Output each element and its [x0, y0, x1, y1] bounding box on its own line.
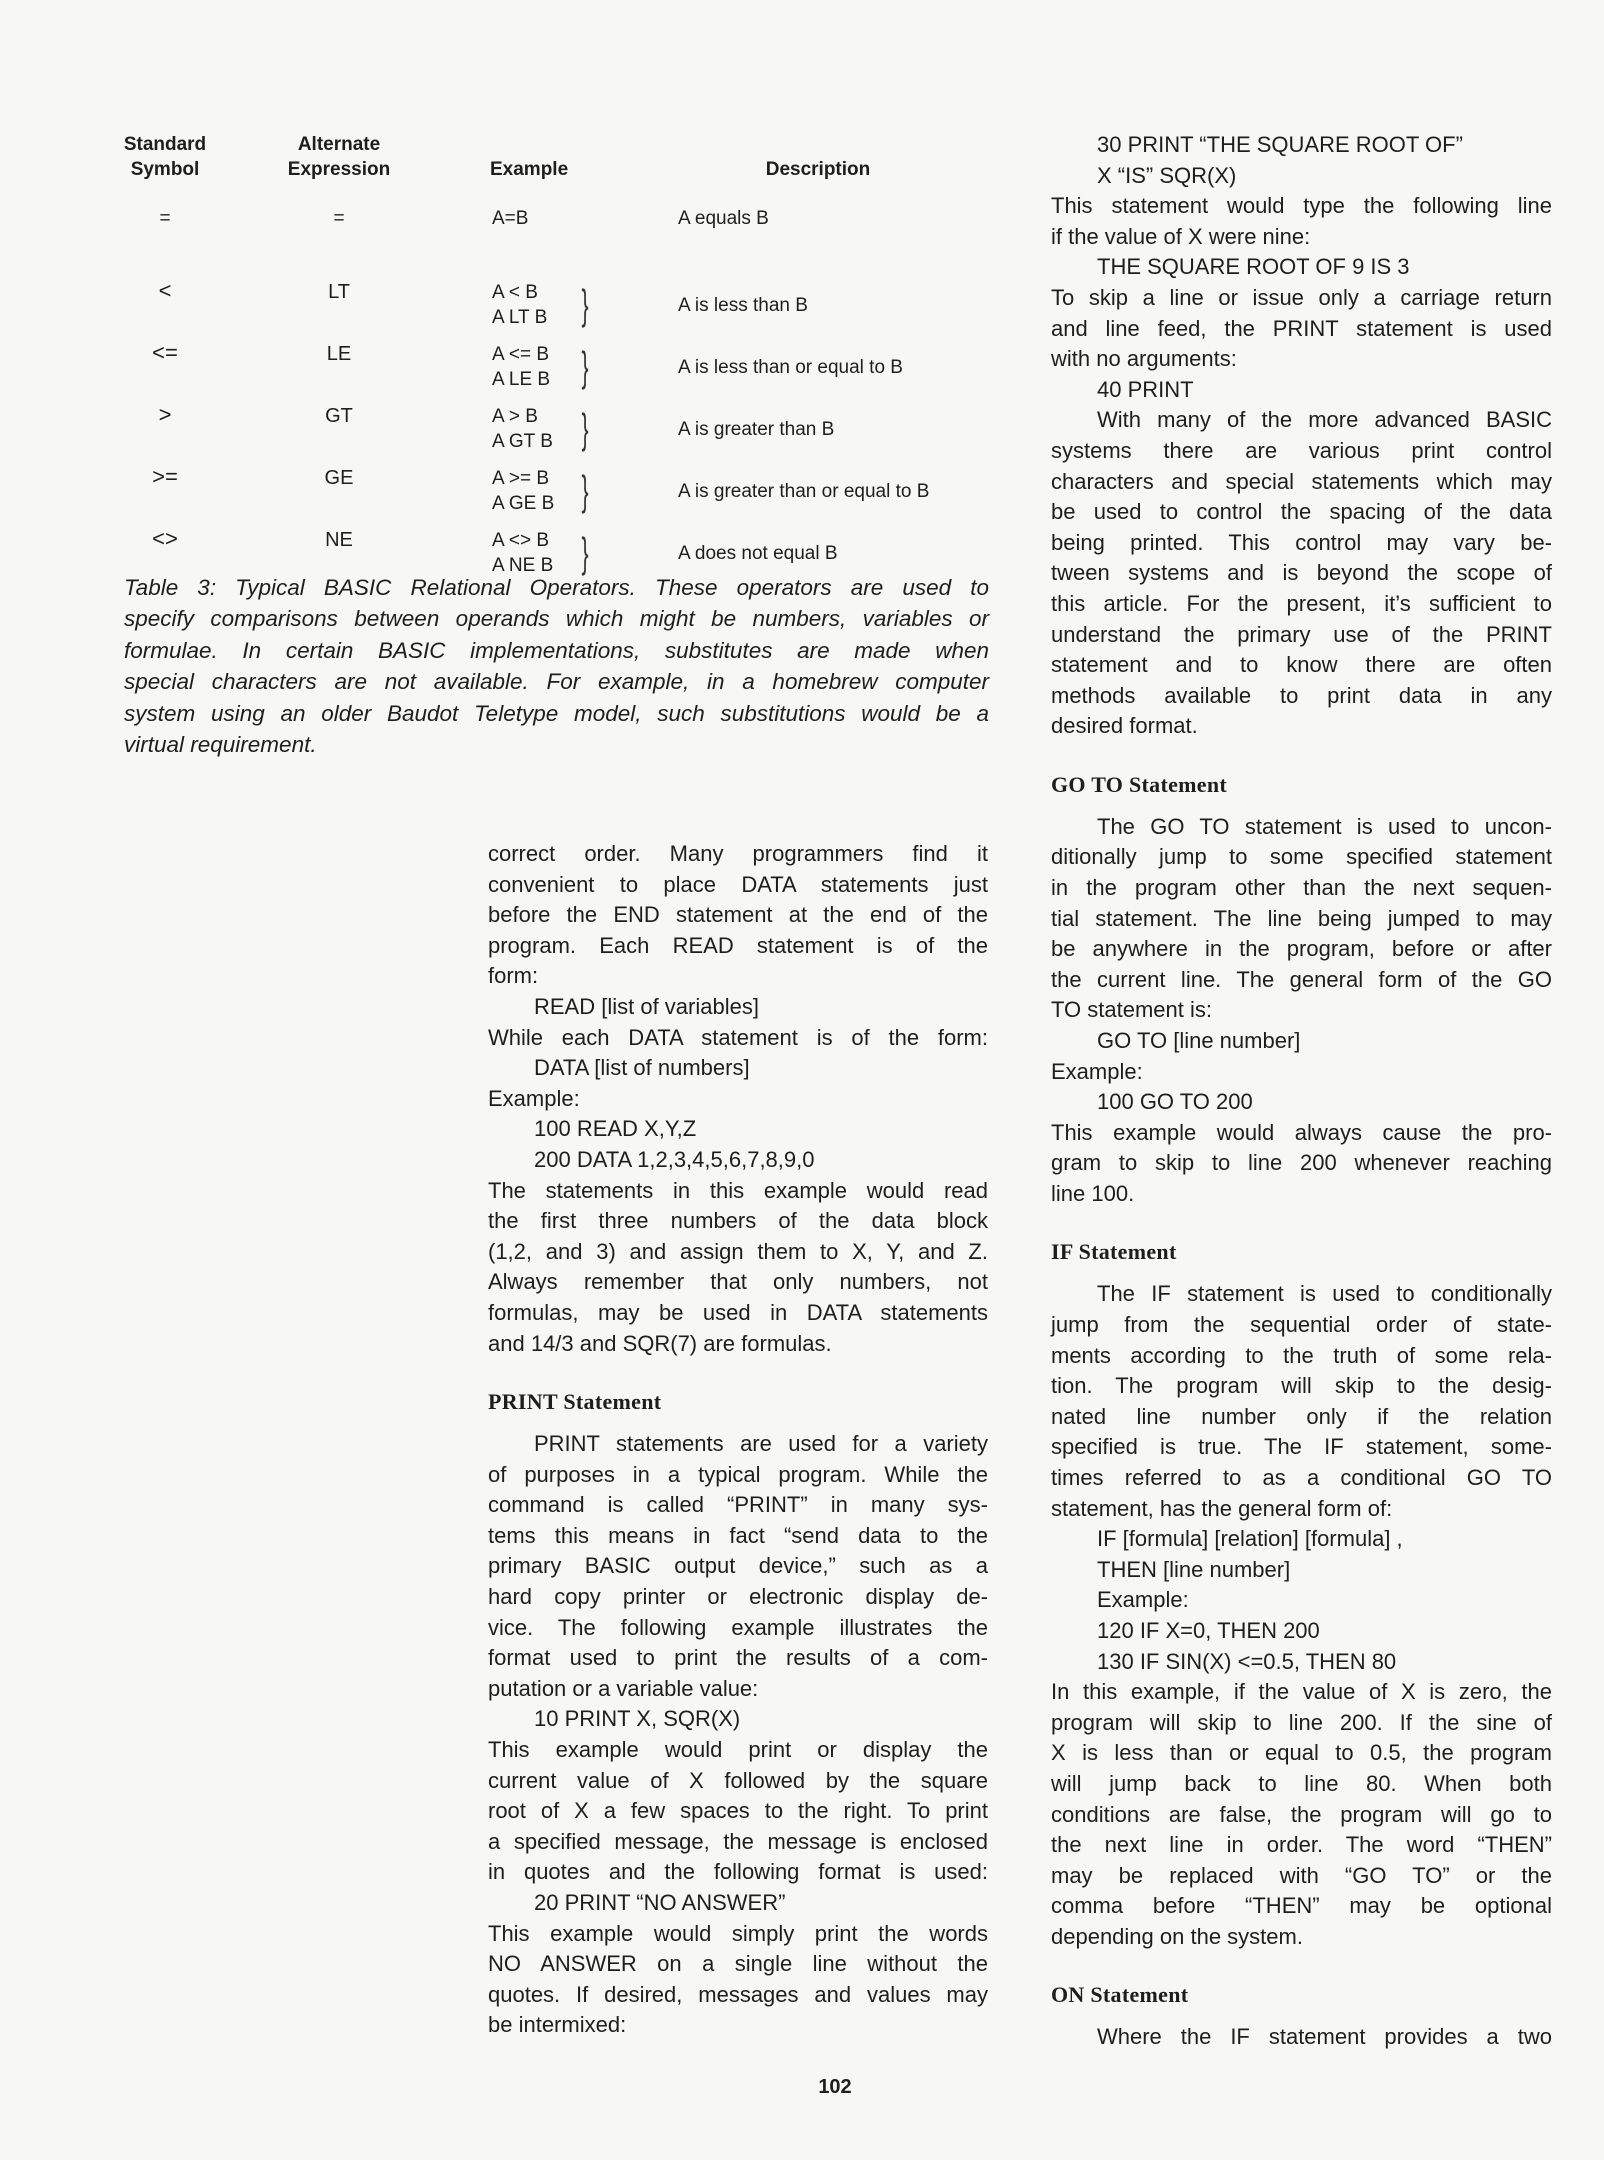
- caption-line: specify comparisons between operands which might be numbers, variables or: [124, 606, 989, 632]
- text-line: jump from the sequential order of state-: [1051, 1311, 1552, 1337]
- text-line: The IF statement is used to conditionally: [1097, 1281, 1552, 1307]
- text-line: This statement would type the following line: [1051, 193, 1552, 219]
- text-line: methods available to print data in any: [1051, 682, 1552, 708]
- code-line: GO TO [line number]: [1097, 1027, 1301, 1053]
- description: A does not equal B: [678, 543, 838, 564]
- code-line: 120 IF X=0, THEN 200: [1097, 1617, 1320, 1643]
- text-line: comma before “THEN” may be optional: [1051, 1893, 1552, 1919]
- text-line: the current line. The general form of the GO: [1051, 966, 1552, 992]
- text-line: X is less than or equal to 0.5, the program: [1051, 1740, 1552, 1766]
- text-line: nated line number only if the relation: [1051, 1403, 1552, 1429]
- text-line: and line feed, the PRINT statement is used: [1051, 315, 1552, 341]
- text-line: statement and to know there are often: [1051, 652, 1552, 678]
- text-line: be intermixed:: [488, 2012, 627, 2038]
- caption-line: virtual requirement.: [124, 732, 317, 757]
- description: A is greater than or equal to B: [678, 481, 930, 502]
- text-line: vice. The following example illustrates the: [488, 1614, 988, 1640]
- standard-symbol: <=: [152, 340, 178, 365]
- text-line: program will skip to line 200. If the sine of: [1051, 1709, 1552, 1735]
- description: A equals B: [678, 208, 769, 229]
- example: A LT B: [492, 307, 548, 328]
- text-line: form:: [488, 963, 539, 989]
- text-line: characters and special statements which may: [1051, 468, 1552, 494]
- header-alternate-expression: [264, 132, 414, 182]
- text-line: understand the primary use of the PRINT: [1051, 621, 1552, 647]
- text-line: conditions are false, the program will go to: [1051, 1801, 1552, 1827]
- text-line: if the value of X were nine:: [1051, 223, 1311, 249]
- text-line: before the END statement at the end of the: [488, 902, 988, 928]
- text-line: ditionally jump to some specified statement: [1051, 844, 1552, 870]
- description: A is greater than B: [678, 419, 835, 440]
- text-line: quotes. If desired, messages and values may: [488, 1981, 988, 2007]
- text-line: formulas, may be used in DATA statements: [488, 1300, 988, 1325]
- text-line: depending on the system.: [1051, 1923, 1303, 1949]
- section-heading: ON Statement: [1051, 1982, 1189, 2008]
- text-line: with no arguments:: [1051, 346, 1237, 372]
- code-line: 100 READ X,Y,Z: [534, 1116, 697, 1142]
- brace-icon: }: [581, 281, 589, 328]
- text-line: be anywhere in the program, before or after: [1051, 936, 1552, 962]
- text-line: and 14/3 and SQR(7) are formulas.: [488, 1330, 832, 1356]
- section-heading: PRINT Statement: [488, 1388, 662, 1414]
- text-line: putation or a variable value:: [488, 1675, 759, 1701]
- text-line: ments according to the truth of some rela-: [1051, 1342, 1552, 1368]
- alternate-expression: LE: [326, 343, 352, 365]
- text-line: tween systems and is beyond the scope of: [1051, 560, 1552, 586]
- text-line: specified is true. The IF statement, some-: [1051, 1434, 1552, 1460]
- text-line: root of X a few spaces to the right. To print: [488, 1798, 988, 1824]
- text-line: this article. For the present, it’s sufficient to: [1051, 591, 1552, 616]
- code-line: 100 GO TO 200: [1097, 1089, 1253, 1115]
- standard-symbol: =: [159, 208, 171, 229]
- code-line: IF [formula] [relation] [formula] ,: [1097, 1526, 1403, 1552]
- caption-line: formulae. In certain BASIC implementations, substitutes are made when: [124, 637, 989, 663]
- caption-line: special characters are not available. For example, in a homebrew computer: [124, 669, 989, 695]
- code-line: DATA [list of numbers]: [534, 1055, 750, 1081]
- example: A <= B: [492, 344, 550, 365]
- caption-line: Table 3: Typical BASIC Relational Operators. These operators are used to: [124, 575, 989, 600]
- text-line: Where the IF statement provides a two: [1097, 2024, 1552, 2050]
- brace-icon: }: [581, 343, 589, 390]
- text-line: will jump back to line 80. When both: [1051, 1770, 1552, 1796]
- example: A GT B: [492, 431, 553, 452]
- section-heading: GO TO Statement: [1051, 771, 1228, 797]
- text-line: PRINT statements are used for a variety: [534, 1430, 988, 1456]
- text-line: hard copy printer or electronic display de-: [488, 1583, 988, 1609]
- text-line: program. Each READ statement is of the: [488, 932, 988, 958]
- text-line: tion. The program will skip to the desig-: [1051, 1373, 1552, 1399]
- text-line: The statements in this example would read: [488, 1177, 988, 1203]
- code-line: X “IS” SQR(X): [1097, 162, 1237, 188]
- alternate-expression: LT: [328, 281, 350, 303]
- code-line: READ [list of variables]: [534, 994, 759, 1019]
- header-line: Expression: [287, 159, 391, 180]
- code-line: 10 PRINT X, SQR(X): [534, 1706, 741, 1732]
- text-line: a specified message, the message is enclosed: [488, 1828, 988, 1854]
- text-line: systems there are various print control: [1051, 438, 1552, 463]
- text-line: the next line in order. The word “THEN”: [1051, 1832, 1552, 1858]
- text-line: primary BASIC output device,” such as a: [488, 1553, 988, 1579]
- example: A >= B: [492, 468, 550, 489]
- brace-icon: }: [581, 529, 589, 576]
- code-line: 130 IF SIN(X) <=0.5, THEN 80: [1097, 1648, 1397, 1674]
- text-line: the first three numbers of the data block: [488, 1208, 988, 1234]
- brace-icon: }: [581, 467, 589, 514]
- text-line: tems this means in fact “send data to the: [488, 1522, 988, 1548]
- text-line: To skip a line or issue only a carriage return: [1051, 285, 1552, 310]
- text-line: current value of X followed by the square: [488, 1767, 988, 1793]
- text-line: While each DATA statement is of the form:: [488, 1024, 988, 1050]
- header-description: Description: [765, 159, 871, 180]
- example: A NE B: [492, 555, 554, 576]
- text-line: With many of the more advanced BASIC: [1097, 407, 1552, 433]
- alternate-expression: GT: [325, 405, 353, 427]
- text-line: desired format.: [1051, 713, 1198, 739]
- text-line: This example would simply print the words: [488, 1920, 988, 1946]
- text-line: gram to skip to line 200 whenever reaching: [1051, 1150, 1552, 1176]
- standard-symbol: >: [158, 402, 172, 427]
- text-line: command is called “PRINT” in many sys-: [488, 1492, 988, 1518]
- text-line: may be replaced with “GO TO” or the: [1051, 1862, 1552, 1888]
- standard-symbol: >=: [152, 464, 178, 489]
- code-line: Example:: [1097, 1587, 1189, 1613]
- example: A=B: [492, 208, 529, 229]
- text-line: be used to control the spacing of the data: [1051, 499, 1552, 525]
- section-heading: IF Statement: [1051, 1239, 1177, 1265]
- text-line: of purposes in a typical program. While the: [488, 1461, 988, 1487]
- text-line: This example would always cause the pro-: [1051, 1119, 1552, 1145]
- header-line: Alternate: [297, 134, 381, 155]
- example: A LE B: [492, 369, 551, 390]
- header-example: Example: [490, 159, 569, 180]
- code-line: 200 DATA 1,2,3,4,5,6,7,8,9,0: [534, 1147, 815, 1172]
- text-line: being printed. This control may vary be-: [1051, 529, 1552, 555]
- example: A GE B: [492, 493, 555, 514]
- standard-symbol: <>: [152, 526, 178, 551]
- example: A <> B: [492, 530, 550, 551]
- example: A > B: [492, 406, 538, 427]
- header-standard-symbol: [105, 132, 225, 182]
- description: A is less than or equal to B: [678, 357, 903, 378]
- text-line: (1,2, and 3) and assign them to X, Y, and Z.: [488, 1238, 988, 1264]
- code-line: 30 PRINT “THE SQUARE ROOT OF”: [1097, 132, 1463, 157]
- code-line: 20 PRINT “NO ANSWER”: [534, 1889, 786, 1915]
- text-line: TO statement is:: [1051, 997, 1212, 1023]
- text-line: convenient to place DATA statements just: [488, 871, 988, 897]
- caption-line: system using an older Baudot Teletype model, such substitutions would be a: [124, 700, 989, 726]
- text-line: correct order. Many programmers find it: [488, 841, 988, 866]
- text-line: statement, has the general form of:: [1051, 1495, 1393, 1521]
- header-line: Symbol: [130, 159, 200, 180]
- text-line: In this example, if the value of X is zero, the: [1051, 1679, 1552, 1705]
- text-line: in quotes and the following format is used:: [488, 1859, 988, 1885]
- text-line: in the program other than the next sequen-: [1051, 874, 1552, 900]
- header-line: Standard: [123, 134, 207, 155]
- example: A < B: [492, 282, 538, 303]
- text-line: format used to print the results of a com-: [488, 1645, 988, 1671]
- text-line: times referred to as a conditional GO TO: [1051, 1464, 1552, 1490]
- text-line: This example would print or display the: [488, 1736, 988, 1762]
- standard-symbol: <: [158, 278, 172, 303]
- code-line: THE SQUARE ROOT OF 9 IS 3: [1097, 254, 1410, 280]
- text-line: Example:: [488, 1085, 580, 1111]
- text-line: Example:: [1051, 1058, 1143, 1084]
- brace-icon: }: [581, 405, 589, 452]
- alternate-expression: GE: [324, 467, 354, 489]
- text-line: The GO TO statement is used to uncon-: [1097, 813, 1552, 839]
- page-number: 102: [818, 2076, 852, 2098]
- alternate-expression: NE: [325, 529, 353, 551]
- alternate-expression: =: [333, 208, 345, 229]
- code-line: THEN [line number]: [1097, 1556, 1291, 1582]
- text-line: tial statement. The line being jumped to may: [1051, 905, 1552, 931]
- text-line: line 100.: [1051, 1180, 1135, 1206]
- code-line: 40 PRINT: [1097, 376, 1194, 402]
- text-line: NO ANSWER on a single line without the: [488, 1951, 988, 1977]
- text-line: Always remember that only numbers, not: [488, 1269, 988, 1295]
- description: A is less than B: [678, 295, 808, 316]
